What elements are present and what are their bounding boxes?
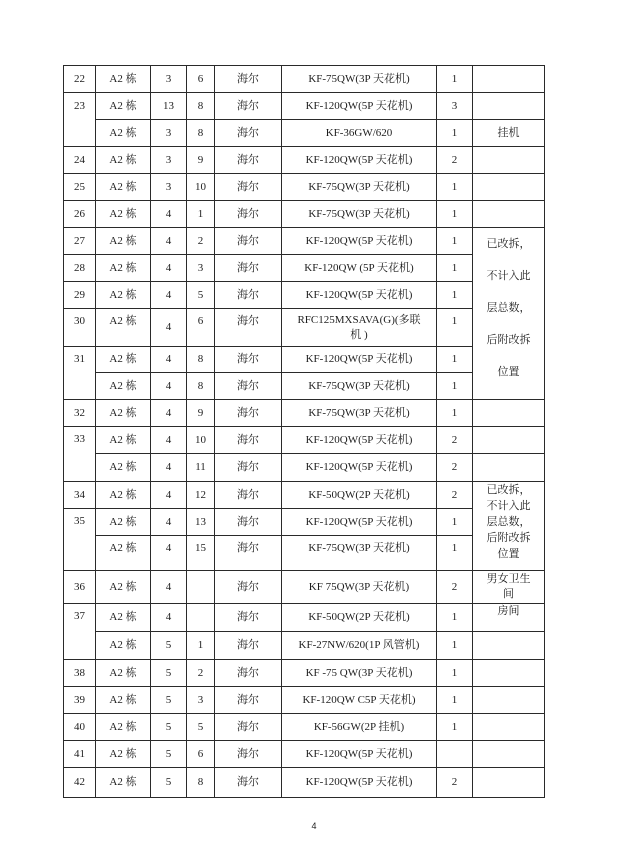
remark-line: 不计入此	[486, 500, 531, 512]
floor-cell: 5	[151, 768, 187, 798]
quantity-cell: 1	[437, 604, 473, 632]
room-cell: 11	[187, 454, 215, 482]
table-row	[64, 347, 545, 373]
brand-cell: 海尔	[215, 714, 282, 741]
building-cell: A2 栋	[96, 282, 151, 309]
building-cell: A2 栋	[96, 120, 151, 147]
row-number: 39	[64, 687, 96, 714]
room-cell: 10	[187, 174, 215, 201]
table-row	[64, 147, 545, 174]
row-number: 33	[64, 427, 96, 482]
model-cell: KF-120QW C5P 天花机)	[282, 687, 437, 714]
quantity-cell: 2	[437, 768, 473, 798]
table-row	[64, 309, 545, 347]
table-row	[64, 536, 545, 571]
model-cell: KF-120QW(5P 天花机)	[282, 282, 437, 309]
row-number: 40	[64, 714, 96, 741]
room-cell: 1	[187, 632, 215, 660]
brand-cell: 海尔	[215, 536, 282, 571]
floor-cell: 4	[151, 282, 187, 309]
room-cell: 8	[187, 93, 215, 120]
row-number: 23	[64, 93, 96, 147]
model-cell: KF-75QW(3P 天花机)	[282, 66, 437, 93]
building-cell: A2 栋	[96, 228, 151, 255]
building-cell: A2 栋	[96, 454, 151, 482]
quantity-cell: 2	[437, 427, 473, 454]
brand-cell: 海尔	[215, 427, 282, 454]
row-number: 24	[64, 147, 96, 174]
quantity-cell: 3	[437, 93, 473, 120]
quantity-cell: 1	[437, 201, 473, 228]
remark-cell	[473, 201, 545, 228]
quantity-cell: 1	[437, 632, 473, 660]
table-row	[64, 604, 545, 632]
floor-cell: 5	[151, 632, 187, 660]
quantity-cell: 2	[437, 454, 473, 482]
remark-cell	[473, 741, 545, 768]
building-cell: A2 栋	[96, 604, 151, 632]
building-cell: A2 栋	[96, 255, 151, 282]
table-row	[64, 509, 545, 536]
quantity-cell: 1	[437, 347, 473, 373]
remark-line: 已改拆，	[486, 238, 531, 250]
model-cell: KF-120QW(5P 天花机)	[282, 228, 437, 255]
table-row	[64, 282, 545, 309]
room-cell: 9	[187, 147, 215, 174]
floor-cell: 5	[151, 714, 187, 741]
row-number: 25	[64, 174, 96, 201]
room-cell	[187, 571, 215, 604]
brand-cell: 海尔	[215, 373, 282, 400]
brand-cell: 海尔	[215, 741, 282, 768]
remark-cell	[473, 93, 545, 120]
model-cell: KF-75QW(3P 天花机)	[282, 400, 437, 427]
model-cell	[282, 309, 437, 347]
brand-cell: 海尔	[215, 66, 282, 93]
floor-cell: 4	[151, 373, 187, 400]
table-row	[64, 201, 545, 228]
model-line: RFC125MXSAVA(G)(多联	[297, 313, 421, 326]
model-cell: KF-120QW(5P 天花机)	[282, 768, 437, 798]
floor-cell: 4	[151, 536, 187, 571]
remark-cell	[473, 768, 545, 798]
quantity-cell: 1	[437, 282, 473, 309]
model-cell: KF-27NW/620(1P 风管机)	[282, 632, 437, 660]
quantity-cell: 1	[437, 120, 473, 147]
table-row	[64, 714, 545, 741]
remark-cell: 挂机	[473, 120, 545, 147]
building-cell: A2 栋	[96, 174, 151, 201]
remark-cell	[473, 147, 545, 174]
remark-cell	[473, 571, 545, 604]
remark-line: 已改拆，	[486, 484, 531, 496]
building-cell: A2 栋	[96, 660, 151, 687]
brand-cell: 海尔	[215, 632, 282, 660]
table-row	[64, 454, 545, 482]
row-number: 32	[64, 400, 96, 427]
quantity-cell: 2	[437, 482, 473, 509]
remark-cell	[473, 632, 545, 660]
model-cell: KF-75QW(3P 天花机)	[282, 174, 437, 201]
brand-cell: 海尔	[215, 604, 282, 632]
quantity-cell: 2	[437, 571, 473, 604]
model-cell: KF -75 QW(3P 天花机)	[282, 660, 437, 687]
room-cell: 2	[187, 228, 215, 255]
model-line: 机 )	[350, 328, 368, 341]
floor-cell: 5	[151, 741, 187, 768]
floor-cell: 4	[151, 228, 187, 255]
model-cell: KF-120QW(5P 天花机)	[282, 454, 437, 482]
room-cell: 12	[187, 482, 215, 509]
table-row	[64, 255, 545, 282]
building-cell: A2 栋	[96, 147, 151, 174]
row-number: 37	[64, 604, 96, 660]
remark-line: 间	[503, 588, 514, 600]
brand-cell: 海尔	[215, 147, 282, 174]
quantity-cell: 1	[437, 228, 473, 255]
floor-cell: 4	[151, 347, 187, 373]
room-cell: 8	[187, 768, 215, 798]
building-cell: A2 栋	[96, 687, 151, 714]
model-cell: KF-75QW(3P 天花机)	[282, 373, 437, 400]
brand-cell: 海尔	[215, 201, 282, 228]
table-row	[64, 571, 545, 604]
room-cell: 3	[187, 255, 215, 282]
remark-cell	[473, 687, 545, 714]
building-cell: A2 栋	[96, 509, 151, 536]
quantity-cell: 1	[437, 255, 473, 282]
model-cell: KF 75QW(3P 天花机)	[282, 571, 437, 604]
room-cell: 6	[187, 66, 215, 93]
building-cell: A2 栋	[96, 768, 151, 798]
remark-cell	[473, 427, 545, 454]
model-cell: KF-120QW(5P 天花机)	[282, 93, 437, 120]
quantity-cell: 1	[437, 536, 473, 571]
building-cell: A2 栋	[96, 427, 151, 454]
floor-cell: 4	[151, 201, 187, 228]
row-number: 38	[64, 660, 96, 687]
room-cell: 8	[187, 347, 215, 373]
room-cell: 6	[187, 309, 215, 347]
room-cell: 5	[187, 714, 215, 741]
remark-cell: 房间	[473, 604, 545, 632]
remark-group-cell	[473, 482, 545, 571]
floor-cell: 5	[151, 660, 187, 687]
table-row	[64, 228, 545, 255]
building-cell: A2 栋	[96, 741, 151, 768]
page-number: 4	[311, 821, 317, 831]
remark-line: 后附改拆	[486, 334, 531, 346]
remark-line: 层总数，	[486, 516, 531, 528]
brand-cell: 海尔	[215, 309, 282, 347]
room-cell: 15	[187, 536, 215, 571]
remark-cell	[473, 454, 545, 482]
floor-cell: 4	[151, 604, 187, 632]
floor-cell: 3	[151, 174, 187, 201]
room-cell: 8	[187, 120, 215, 147]
table-row	[64, 400, 545, 427]
row-number: 27	[64, 228, 96, 255]
model-cell: KF-50QW(2P 天花机)	[282, 604, 437, 632]
model-cell: KF-75QW(3P 天花机)	[282, 201, 437, 228]
building-cell: A2 栋	[96, 309, 151, 347]
table-row	[64, 427, 545, 454]
room-cell: 1	[187, 201, 215, 228]
room-cell: 8	[187, 373, 215, 400]
row-number: 26	[64, 201, 96, 228]
room-cell: 10	[187, 427, 215, 454]
row-number: 30	[64, 309, 96, 347]
brand-cell: 海尔	[215, 768, 282, 798]
floor-cell: 4	[151, 400, 187, 427]
floor-cell: 3	[151, 66, 187, 93]
brand-cell: 海尔	[215, 660, 282, 687]
quantity-cell: 1	[437, 687, 473, 714]
room-cell: 6	[187, 741, 215, 768]
table-row	[64, 373, 545, 400]
model-cell: KF-120QW(5P 天花机)	[282, 509, 437, 536]
table-row	[64, 632, 545, 660]
quantity-cell: 1	[437, 66, 473, 93]
room-cell: 2	[187, 660, 215, 687]
quantity-cell: 1	[437, 400, 473, 427]
quantity-cell: 1	[437, 174, 473, 201]
floor-cell: 3	[151, 147, 187, 174]
brand-cell: 海尔	[215, 687, 282, 714]
row-number: 22	[64, 66, 96, 93]
table-row	[64, 768, 545, 798]
table-row	[64, 660, 545, 687]
floor-cell: 4	[151, 571, 187, 604]
remark-line: 位置	[497, 366, 520, 378]
floor-cell: 3	[151, 120, 187, 147]
table-row	[64, 741, 545, 768]
row-number: 42	[64, 768, 96, 798]
brand-cell: 海尔	[215, 120, 282, 147]
remark-cell	[473, 174, 545, 201]
building-cell: A2 栋	[96, 66, 151, 93]
quantity-cell: 1	[437, 660, 473, 687]
remark-line: 层总数，	[486, 302, 531, 314]
remark-group-cell	[473, 228, 545, 400]
model-cell: KF-36GW/620	[282, 120, 437, 147]
floor-cell: 4	[151, 454, 187, 482]
building-cell: A2 栋	[96, 714, 151, 741]
building-cell: A2 栋	[96, 632, 151, 660]
floor-cell: 4	[151, 509, 187, 536]
model-cell: KF-120QW(5P 天花机)	[282, 147, 437, 174]
floor-cell: 4	[151, 309, 187, 347]
row-number: 29	[64, 282, 96, 309]
room-cell	[187, 604, 215, 632]
model-cell: KF-120QW(5P 天花机)	[282, 427, 437, 454]
table-row	[64, 687, 545, 714]
model-cell: KF-120QW (5P 天花机)	[282, 255, 437, 282]
remark-cell	[473, 66, 545, 93]
room-cell: 13	[187, 509, 215, 536]
remark-cell	[473, 400, 545, 427]
building-cell: A2 栋	[96, 373, 151, 400]
brand-cell: 海尔	[215, 571, 282, 604]
model-cell: KF-120QW(5P 天花机)	[282, 347, 437, 373]
room-cell: 9	[187, 400, 215, 427]
brand-cell: 海尔	[215, 228, 282, 255]
model-cell: KF-120QW(5P 天花机)	[282, 741, 437, 768]
row-number: 31	[64, 347, 96, 400]
room-cell: 3	[187, 687, 215, 714]
table-row	[64, 93, 545, 120]
model-cell: KF-75QW(3P 天花机)	[282, 536, 437, 571]
quantity-cell: 2	[437, 147, 473, 174]
remark-cell	[473, 660, 545, 687]
floor-cell: 5	[151, 687, 187, 714]
brand-cell: 海尔	[215, 255, 282, 282]
quantity-cell: 1	[437, 714, 473, 741]
building-cell: A2 栋	[96, 400, 151, 427]
floor-cell: 4	[151, 482, 187, 509]
brand-cell: 海尔	[215, 93, 282, 120]
quantity-cell	[437, 741, 473, 768]
building-cell: A2 栋	[96, 482, 151, 509]
remark-line: 不计入此	[486, 270, 531, 282]
row-number: 41	[64, 741, 96, 768]
building-cell: A2 栋	[96, 347, 151, 373]
quantity-cell: 1	[437, 309, 473, 347]
row-number: 36	[64, 571, 96, 604]
remark-line: 位置	[497, 548, 520, 560]
brand-cell: 海尔	[215, 347, 282, 373]
table-row	[64, 482, 545, 509]
remark-line: 男女卫生	[486, 573, 531, 585]
quantity-cell: 1	[437, 373, 473, 400]
table-row	[64, 66, 545, 93]
floor-cell: 4	[151, 255, 187, 282]
building-cell: A2 栋	[96, 93, 151, 120]
brand-cell: 海尔	[215, 454, 282, 482]
brand-cell: 海尔	[215, 282, 282, 309]
table-row	[64, 174, 545, 201]
brand-cell: 海尔	[215, 400, 282, 427]
remark-cell	[473, 714, 545, 741]
building-cell: A2 栋	[96, 536, 151, 571]
row-number: 34	[64, 482, 96, 509]
quantity-cell: 1	[437, 509, 473, 536]
brand-cell: 海尔	[215, 509, 282, 536]
brand-cell: 海尔	[215, 482, 282, 509]
remark-line: 后附改拆	[486, 532, 531, 544]
model-cell: KF-56GW(2P 挂机)	[282, 714, 437, 741]
building-cell: A2 栋	[96, 201, 151, 228]
model-cell: KF-50QW(2P 天花机)	[282, 482, 437, 509]
floor-cell: 13	[151, 93, 187, 120]
floor-cell: 4	[151, 427, 187, 454]
row-number: 35	[64, 509, 96, 571]
building-cell: A2 栋	[96, 571, 151, 604]
table-row	[64, 120, 545, 147]
brand-cell: 海尔	[215, 174, 282, 201]
room-cell: 5	[187, 282, 215, 309]
row-number: 28	[64, 255, 96, 282]
equipment-table	[63, 65, 545, 798]
